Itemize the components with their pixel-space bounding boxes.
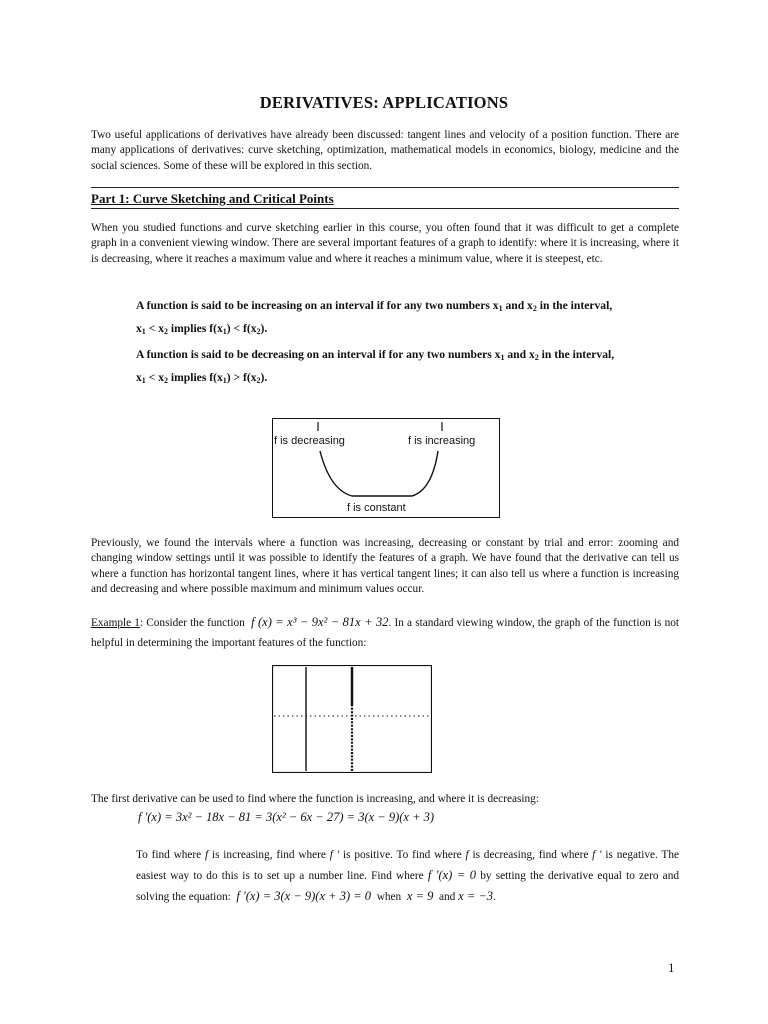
- part1-paragraph-2: Previously, we found the intervals where a function was increasing, decreasing or constant by trial and error: zooming and changing window settings until it was possible to identify the features of a graph. We have found that the derivative can tell us where a function has horizontal tangent lines, where it has vertical tangent lines; it can also tell us where a function is increasing and decreasing and where possible maximum and minimum values occur.: [91, 537, 679, 596]
- derivative-equation: f '(x) = 3x² − 18x − 81 = 3(x² − 6x − 27) = 3(x − 9)(x + 3): [138, 810, 435, 824]
- definition-increasing: [136, 296, 681, 342]
- label-constant: f is constant: [347, 502, 406, 514]
- definition-increasing-line2: $x_1 < x_2$ implies $f(x_1) < f(x_2)$.: [136, 322, 268, 336]
- page-title: DERIVATIVES: APPLICATIONS: [259, 93, 509, 112]
- intro-paragraph: Two useful applications of derivatives have already been discussed: tangent lines and velocity of a position function. There are many applications of derivatives: curve sketching, optimization, mathematical models in economics, biology, medicine and the social sciences. Some of these will be explored in this section.: [91, 129, 679, 172]
- example1-function: f (x) = x³ − 9x² − 81x + 32: [251, 615, 389, 629]
- definition-decreasing-line2: $x_1 < x_2$ implies $f(x_1) > f(x_2)$.: [136, 371, 268, 385]
- function-curve: [320, 451, 438, 496]
- monotonic-behavior-figure: [272, 418, 500, 518]
- root-x-9: x = 9: [406, 889, 434, 903]
- factored-derivative-equation: f '(x) = 3(x − 9)(x + 3) = 0: [236, 889, 372, 903]
- fprime-zero: f '(x) = 0: [427, 868, 477, 882]
- label-decreasing: f is decreasing: [274, 435, 345, 447]
- heading-rule-bottom: [91, 208, 679, 209]
- heading-rule-top: [91, 187, 679, 188]
- part1-paragraph-1: When you studied functions and curve sketching earlier in this course, you often found that it was difficult to get a complete graph in a convenient viewing window. There are several important features of a graph to identify: where it is increasing, where it is decreasing, where it reaches a maximum value and where it reaches a minimum value, where it is steepest, etc.: [91, 222, 679, 265]
- example1-label: Example 1: [91, 617, 140, 629]
- definition-decreasing-line1: A function is said to be decreasing on an interval if for any two numbers $x_1$ and $x_2$ in the interval,: [136, 348, 615, 362]
- calculator-graph-figure: [272, 665, 432, 773]
- label-increasing: f is increasing: [408, 435, 476, 447]
- definition-increasing-line1: A function is said to be increasing on an interval if for any two numbers $x_1$ and $x_2$ in the interval,: [136, 299, 613, 313]
- part1-heading: [91, 191, 679, 207]
- example1-paragraph-3: To find where f is increasing, find where f ′ is positive. To find where f is decreasing, find where f ′ is negative. The easiest way to do this is to set up a number line. Find where f '(x) = 0 by setting the derivative equal to zero and solving the equation: f '(x) = 3(x − 9)(x + 3) = 0 when x = 9 and x = −3.: [136, 849, 679, 903]
- root-x-minus-3: x = −3: [458, 889, 494, 903]
- definition-decreasing: [136, 345, 681, 391]
- derivative-intro: The first derivative can be used to find where the function is increasing, and where it is decreasing:: [91, 793, 539, 805]
- page-number: 1: [668, 960, 675, 975]
- example1-intro: Example 1: Consider the function f (x) = x³ − 9x² − 81x + 32. In a standard viewing window, the graph of the function is not helpful in determining the important features of the function:: [91, 615, 680, 649]
- part1-heading-text: Part 1: Curve Sketching and Critical Points: [91, 191, 334, 206]
